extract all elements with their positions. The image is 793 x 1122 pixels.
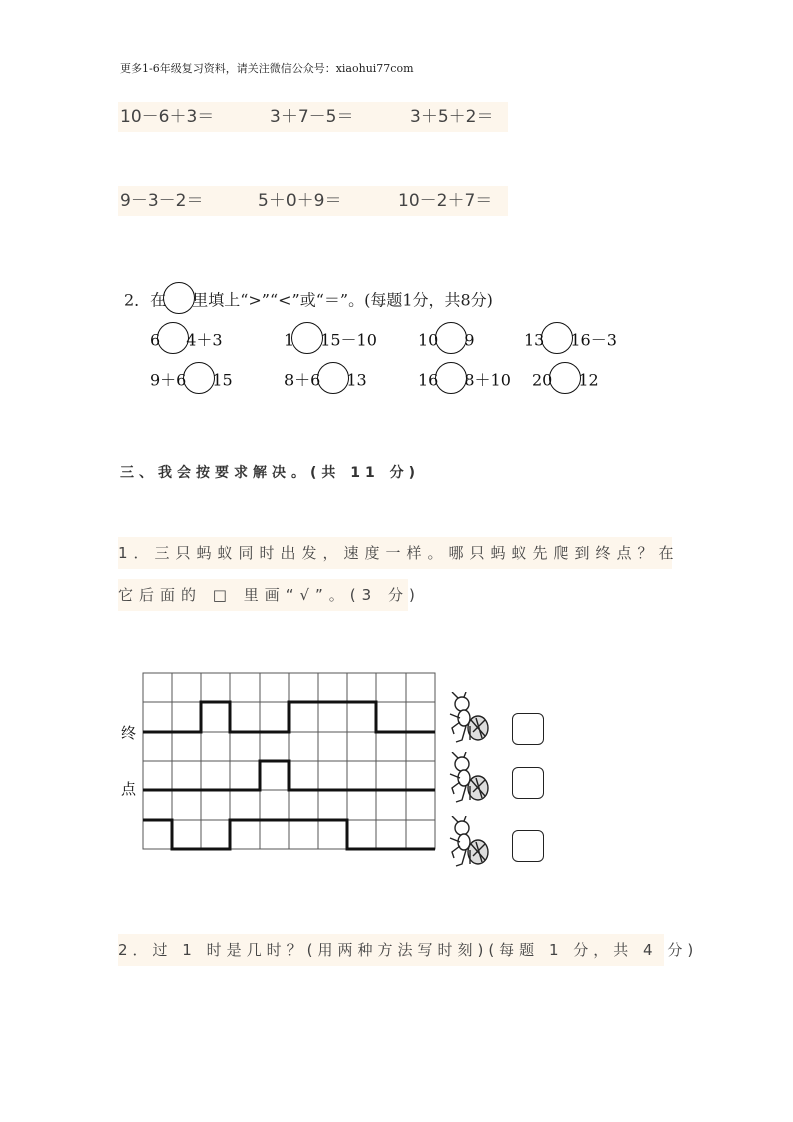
compare-item xyxy=(418,362,511,400)
question-2 xyxy=(118,934,699,966)
compare-item xyxy=(284,362,367,400)
answer-circle[interactable] xyxy=(541,322,573,354)
equation: 3＋5＋2＝ xyxy=(410,107,494,127)
compare-left: 6 xyxy=(150,330,161,350)
answer-box[interactable] xyxy=(512,713,544,745)
ant-path-2 xyxy=(143,761,435,790)
circle-blank-icon xyxy=(163,282,195,314)
compare-right: 15 xyxy=(212,370,233,390)
question-text: 1．三只蚂蚁同时出发，速度一样。哪只蚂蚁先爬到终点？在 xyxy=(118,544,680,562)
compare-item xyxy=(150,362,233,400)
compare-left: 13 xyxy=(524,330,545,350)
compare-item xyxy=(524,322,617,360)
question-1-line-2 xyxy=(118,579,421,611)
compare-left: 20 xyxy=(532,370,553,390)
compare-item xyxy=(284,322,377,360)
ant-icon xyxy=(446,692,494,746)
answer-circle[interactable] xyxy=(549,362,581,394)
compare-left: 16 xyxy=(418,370,439,390)
answer-box[interactable] xyxy=(512,830,544,862)
finish-label: 终 xyxy=(121,724,137,742)
equation: 5＋0＋9＝ xyxy=(258,191,342,211)
equation: 9－3－2＝ xyxy=(120,191,204,211)
compare-right: 15－10 xyxy=(320,330,377,350)
compare-left: 9＋6 xyxy=(150,370,187,390)
page-header: 更多1-6年级复习资料，请关注微信公众号：xiaohui77com xyxy=(120,62,414,75)
answer-circle[interactable] xyxy=(317,362,349,394)
ant-icon xyxy=(446,752,494,806)
question-1-line-1 xyxy=(118,537,680,569)
ant-path-1 xyxy=(143,702,435,732)
compare-right: 4＋3 xyxy=(186,330,223,350)
compare-right: 8＋10 xyxy=(464,370,511,390)
section-heading: 三、我会按要求解决。(共 11 分) xyxy=(120,465,421,481)
question-text: 2．过 1 时是几时？(用两种方法写时刻)(每题 1 分，共 4 分) xyxy=(118,941,699,959)
equation: 10－2＋7＝ xyxy=(398,191,493,211)
compare-title-post: 里填上“>”“<”或“＝”。(每题1分，共8分) xyxy=(192,290,493,310)
compare-item xyxy=(418,322,475,360)
compare-title xyxy=(124,282,493,320)
compare-right: 9 xyxy=(464,330,475,350)
compare-title-pre: 2．在 xyxy=(124,290,167,310)
compare-item xyxy=(532,362,599,400)
finish-label: 点 xyxy=(121,780,137,798)
answer-circle[interactable] xyxy=(157,322,189,354)
compare-right: 12 xyxy=(578,370,599,390)
compare-left: 1 xyxy=(284,330,295,350)
question-text: 它后面的 □ 里画“√”。(3 分) xyxy=(118,586,421,604)
answer-circle[interactable] xyxy=(183,362,215,394)
answer-circle[interactable] xyxy=(435,322,467,354)
equation: 10－6＋3＝ xyxy=(120,107,215,127)
equation: 3＋7－5＝ xyxy=(270,107,354,127)
answer-box[interactable] xyxy=(512,767,544,799)
ant-icon xyxy=(446,816,494,870)
answer-circle[interactable] xyxy=(291,322,323,354)
ant-path-grid xyxy=(140,670,440,856)
compare-left: 10 xyxy=(418,330,439,350)
answer-circle[interactable] xyxy=(435,362,467,394)
compare-right: 13 xyxy=(346,370,367,390)
compare-left: 8＋6 xyxy=(284,370,321,390)
compare-item xyxy=(150,322,223,360)
compare-right: 16－3 xyxy=(570,330,617,350)
